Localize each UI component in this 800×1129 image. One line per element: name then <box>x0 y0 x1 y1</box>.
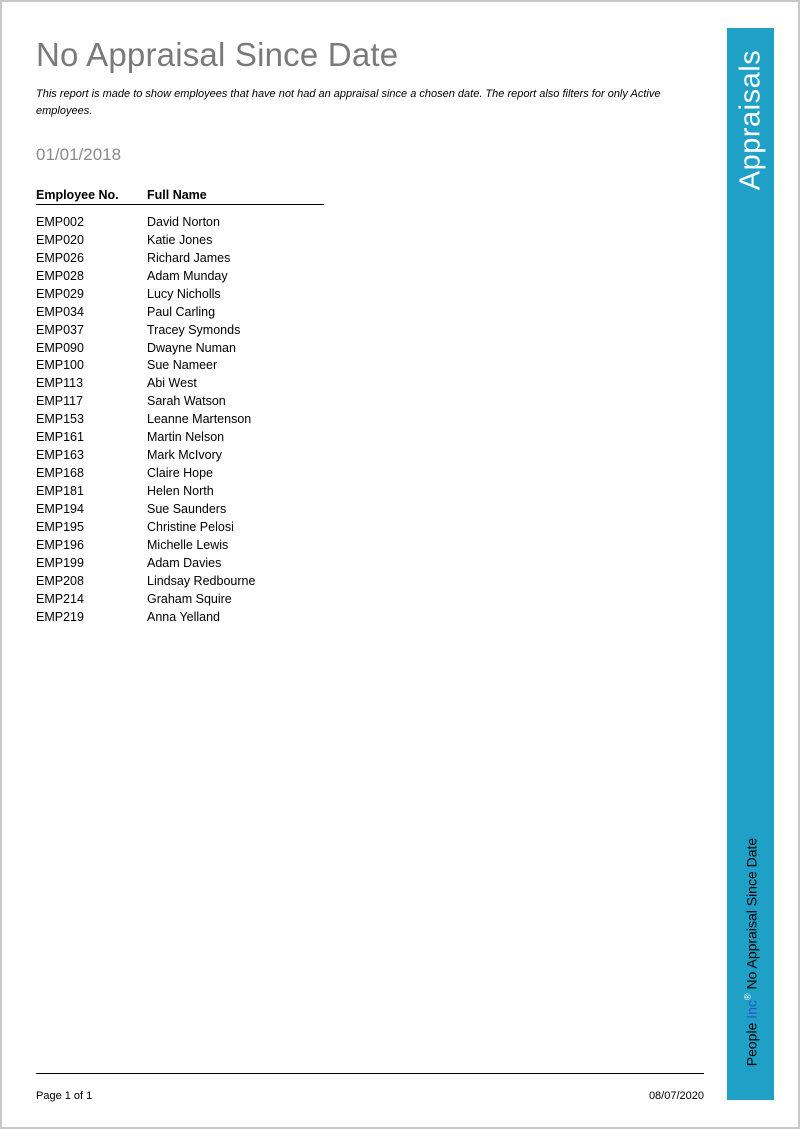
employee-no-cell: EMP161 <box>36 430 84 445</box>
full-name-cell: Sue Nameer <box>147 358 218 373</box>
table-row <box>36 590 324 608</box>
table-row <box>36 231 324 249</box>
employee-no-cell: EMP002 <box>36 214 84 229</box>
since-date: 01/01/2018 <box>36 145 122 164</box>
footer-divider <box>36 1073 704 1074</box>
full-name-cell: David Norton <box>147 214 220 229</box>
employee-no-cell: EMP026 <box>36 250 84 265</box>
employee-no-cell: EMP219 <box>36 609 84 624</box>
full-name-cell: Adam Munday <box>147 268 228 283</box>
table-row <box>36 608 324 626</box>
side-banner-title <box>727 28 774 208</box>
table-row <box>36 518 324 536</box>
brand-registered-mark: ® <box>742 993 753 1001</box>
full-name-cell: Sue Saunders <box>147 501 227 516</box>
full-name-cell: Richard James <box>147 250 231 265</box>
employee-no-cell: EMP117 <box>36 394 84 409</box>
employee-no-cell: EMP163 <box>36 448 84 463</box>
full-name-cell: Anna Yelland <box>147 609 220 624</box>
table-row <box>36 428 324 446</box>
employee-no-cell: EMP199 <box>36 555 84 570</box>
full-name-cell: Christine Pelosi <box>147 519 234 534</box>
page-number: Page 1 of 1 <box>36 1090 93 1102</box>
table-row <box>36 213 324 231</box>
employee-no-cell: EMP090 <box>36 340 84 355</box>
full-name-cell: Helen North <box>147 484 214 499</box>
table-row <box>36 249 324 267</box>
table-row <box>36 554 324 572</box>
employee-no-cell: EMP029 <box>36 286 84 301</box>
side-banner-footer <box>727 800 774 1100</box>
full-name-cell: Martin Nelson <box>147 430 225 445</box>
employee-no-cell: EMP181 <box>36 484 84 499</box>
table-row <box>36 536 324 554</box>
print-date: 08/07/2020 <box>648 1090 704 1102</box>
table-row <box>36 464 324 482</box>
table-row <box>36 321 324 339</box>
full-name-cell: Sarah Watson <box>147 394 226 409</box>
full-name-cell: Katie Jones <box>147 232 213 247</box>
table-row <box>36 572 324 590</box>
table-row <box>36 303 324 321</box>
category-label: Appraisals <box>734 49 766 191</box>
table-row <box>36 374 324 392</box>
table-row <box>36 482 324 500</box>
brand-people: People <box>742 1022 759 1067</box>
table-row <box>36 500 324 518</box>
full-name-cell: Abi West <box>147 376 197 391</box>
table-header <box>36 188 324 205</box>
header-employee-no: Employee No. <box>36 188 119 202</box>
table-row <box>36 267 324 285</box>
brand-report-label <box>742 838 759 1066</box>
full-name-cell: Claire Hope <box>147 466 214 481</box>
table-row <box>36 285 324 303</box>
full-name-cell: Michelle Lewis <box>147 537 229 552</box>
employee-no-cell: EMP153 <box>36 412 84 427</box>
employee-no-cell: EMP037 <box>36 322 84 337</box>
employee-no-cell: EMP028 <box>36 268 84 283</box>
employee-no-cell: EMP113 <box>36 376 84 391</box>
employee-no-cell: EMP034 <box>36 304 84 319</box>
table-row <box>36 392 324 410</box>
employee-no-cell: EMP020 <box>36 232 84 247</box>
full-name-cell: Lucy Nicholls <box>147 286 221 301</box>
full-name-cell: Tracey Symonds <box>147 322 241 337</box>
report-description: This report is made to show employees that have not had an appraisal since a chosen date. The report also filters for only Active employees. <box>36 88 661 117</box>
table-row <box>36 410 324 428</box>
table-row <box>36 357 324 375</box>
side-banner <box>727 28 774 1100</box>
table-row <box>36 339 324 357</box>
employee-no-cell: EMP100 <box>36 358 84 373</box>
report-title: No Appraisal Since Date <box>36 36 399 73</box>
full-name-cell: Graham Squire <box>147 591 232 606</box>
table-row <box>36 446 324 464</box>
full-name-cell: Leanne Martenson <box>147 412 252 427</box>
side-report-name: No Appraisal Since Date <box>742 837 759 990</box>
employee-no-cell: EMP196 <box>36 537 84 552</box>
full-name-cell: Dwayne Numan <box>147 340 236 355</box>
header-full-name: Full Name <box>147 188 207 202</box>
full-name-cell: Lindsay Redbourne <box>147 573 256 588</box>
employee-no-cell: EMP194 <box>36 501 84 516</box>
table-body <box>36 213 324 626</box>
employee-no-cell: EMP195 <box>36 519 84 534</box>
employee-table <box>36 188 324 626</box>
full-name-cell: Adam Davies <box>147 555 222 570</box>
full-name-cell: Mark McIvory <box>147 448 222 463</box>
employee-no-cell: EMP214 <box>36 591 84 606</box>
employee-no-cell: EMP168 <box>36 466 84 481</box>
full-name-cell: Paul Carling <box>147 304 216 319</box>
employee-no-cell: EMP208 <box>36 573 84 588</box>
brand-inc: Inc <box>742 1000 759 1019</box>
